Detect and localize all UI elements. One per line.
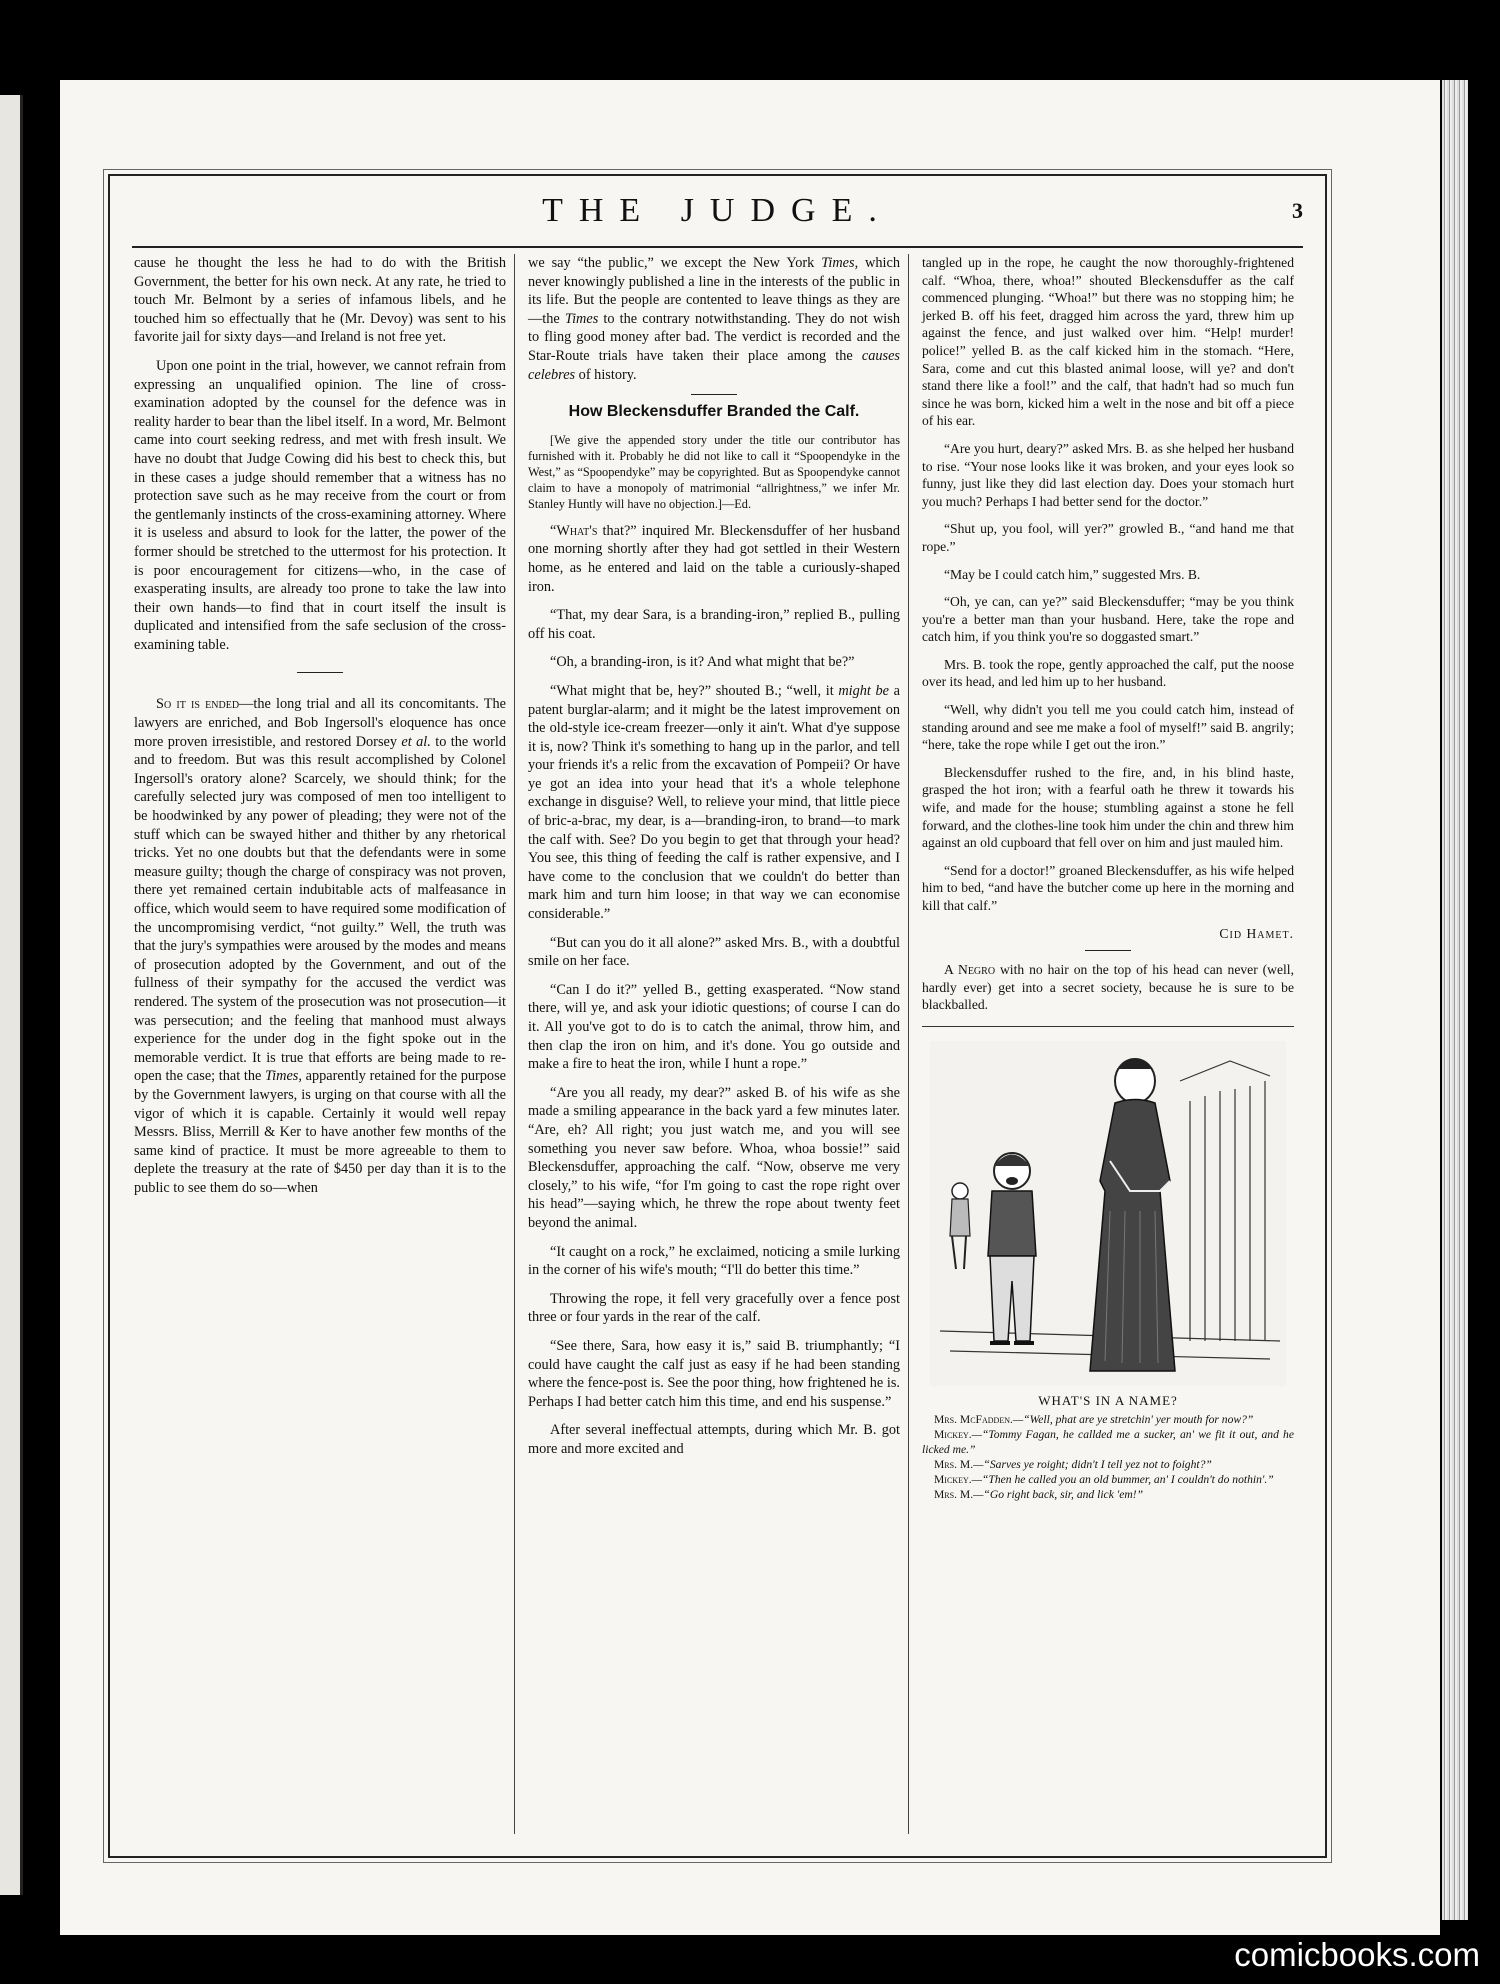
paragraph: Bleckensduffer rushed to the fire, and, in his blind haste, grasped the hot iron; with a fearful oath he threw it towards his wife, and made for the house; stumbling against a stone he fell forward, and the clothes-line took him under the chin and threw him against an old cupboard that fell over on him and just mauled him. — [922, 764, 1294, 851]
italic-text: Times, — [265, 1068, 302, 1085]
dialogue: —“Tommy Fagan, he callded me a sucker, an' we fit it out, and he licked me.” — [922, 1427, 1294, 1456]
masthead-title: THE JUDGE. — [542, 192, 893, 229]
watermark: comicbooks.com — [1234, 1936, 1480, 1973]
italic-text: et al. — [401, 733, 431, 750]
paragraph: tangled up in the rope, he caught the now thoroughly-frightened calf. “Whoa, there, whoa!” shouted Bleckensduffer as the calf commenced plunging. “Whoa!” but there was no stopping him; he jerked B. off his feet, dragged him across the yard, threw him up against the fence, and just walked over him. “Help! murder! police!” yelled B. as the calf kicked him in the stomach. “Here, Sara, come and cut this blasted animal loose, will ye? and don't stand there like a fool!” and the calf, that hadn't had so much fun since he was born, kicked him a welt in the nose and bit off a piece of his ear. — [922, 255, 1294, 429]
section-rule — [691, 394, 737, 395]
cartoon-caption — [922, 1412, 1294, 1502]
cartoon-illustration — [930, 1041, 1286, 1386]
text-run: of history. — [575, 366, 637, 383]
column-3 — [922, 254, 1294, 1502]
section-rule — [922, 1026, 1294, 1027]
paragraph: Upon one point in the trial, however, we cannot refrain from expressing an unqualified opinion. The line of cross-examination adopted by the counsel for the defence was in reality harder to bear than the libel itself. In a word, Mr. Belmont came into court seeking redress, and met with fresh insult. We have no doubt that Judge Cowing did his best to check this, but in these cases a judge should remember that a witness has no protection save such as he may receive from the court or from the gentlemanly instincts of the cross-examining attorney. Where it is useless and absurd to look for the latter, the power of the former should be stretched to the uttermost for his protection. It is poor encouragement for citizens—who, in the case of exasperating insults, are already too prone to take the law into their own hands—to find that in court itself the insult is duplicated and intensified from the safe seclusion of the cross-examining table. — [134, 357, 507, 653]
italic-text: Times, — [821, 255, 859, 271]
editor-note: [We give the appended story under the title our contributor has furnished with it. Probably he did not like to call it “Spoopendyke in the West,” as “Spoopendyke” may be copyrighted. But as Spoopendyke cannot claim to have a monopoly of matrimonial “allrightness,” we infer Mr. Stanley Huntly will have no objection.]—Ed. — [528, 432, 900, 511]
paragraph: Mrs. B. took the rope, gently approached the calf, put the noose over its head, and led him up to her husband. — [922, 656, 1294, 690]
paragraph: “Can I do it?” yelled B., getting exasperated. “Now stand there, will ye, and ask your idiotic questions; of course I can do it. All you've got to do is to catch the animal, throw him, and then clap the iron on him, and it's done. You go outside and make a fire to heat the iron, while I hunt a rope.” — [528, 981, 900, 1073]
newspaper-page — [60, 80, 1440, 1935]
column-divider — [908, 254, 909, 1834]
caption-line — [922, 1487, 1294, 1502]
italic-text: causes celebres — [528, 347, 900, 383]
paragraph: After several ineffectual attempts, during which Mr. B. got more and more excited and — [528, 1422, 900, 1457]
section-rule — [1085, 950, 1131, 951]
story-headline: How Bleckensduffer Branded the Calf. — [568, 403, 860, 421]
paragraph: cause he thought the less he had to do with the British Government, the better for his own neck. At any rate, he tried to touch Mr. Belmont by a series of infamous libels, and he touched him so effectually that he (Mr. Devoy) was sent to his favorite jail for sixty days—and Ireland is not free yet. — [134, 255, 506, 346]
paragraph: Throwing the rope, it fell very gracefully over a fence post three or four yards in the rear of the calf. — [528, 1290, 900, 1326]
caption-line — [922, 1457, 1294, 1472]
author-signature: Cid Hamet. — [1219, 925, 1294, 941]
paragraph: “That, my dear Sara, is a branding-iron,” replied B., pulling off his coat. — [528, 607, 900, 642]
paragraph: “Well, why didn't you tell me you could catch him, instead of standing around and see me make a fool of myself!” said B. angrily; “here, take the rope while I get out the iron.” — [922, 702, 1294, 753]
speaker: Mickey. — [934, 1427, 972, 1441]
page-number: 3 — [1292, 198, 1303, 223]
text-run: “What might that be, hey?” shouted B.; “well, it — [550, 682, 839, 699]
text-run: —the long trial and all its concomitants. The lawyers are enriched, and Bob Ingersoll's eloquence has once more proven irresistible, and restored Dorsey — [134, 696, 506, 750]
text-run: to the world and to freedom. But was this result accomplished by Colonel Ingersoll's oratory alone? Scarcely, we should think; for the carefully selected jury was composed of men too intelligent to be hoodwinked by any power of pleading; they were not of the stuff which can be swayed hither and thither by any rhetorical tricks. Yet no one doubts but that the defendants were in some measure guilty; though the charge of conspiracy was not proven, there yet remained certain indubitable acts of malfeasance in office, which would seem to have required some modification of the uncompromising verdict, “not guilty.” Well, the truth was that the jury's sympathies were aroused by the modes and means of prosecution adopted by the Government, and out of the fullness of their sympathy for the accused the verdict was rendered. The system of the prosecution was not prosecution—it was persecution; and the feeling that manhood must always experience for the under dog in the fight spoke out in the memorable verdict. It is true that efforts are being made to re-open the case; that the — [134, 733, 506, 1085]
paragraph: “Oh, a branding-iron, is it? And what might that be?” — [550, 654, 855, 671]
paragraph — [134, 695, 506, 1197]
text-run: to the contrary notwithstanding. They do not wish to fling good money after bad. The verdict is recorded and the Star-Route trials have taken their place among the — [528, 310, 900, 364]
column-1 — [134, 254, 506, 1208]
caption-line — [922, 1427, 1294, 1457]
page-edge-stack — [1442, 80, 1468, 1920]
text-run: a patent burglar-alarm; and it might be the latest improvement on the old-style ice-cream freezer—only it ain't. What d'ye suppose it is, now? Think it's something to hang up in the parlor, and tell your friends it's a relic from the excavation of Pompeii? Or have ye got an idea into your head that it's a whole telephone exchange in disguise? Well, to relieve your mind, that little piece of bric-a-brac, my dear, is a—branding-iron, to brand—to mark the calf with. See? Do you begin to get that through your head? You see, this thing of feeding the calf is rather expensive, and I have come to the conclusion that we couldn't do better than mark him and turn him loose; in that way we can economise considerable.” — [528, 682, 901, 923]
caption-line — [922, 1412, 1294, 1427]
adjacent-page-spine — [0, 95, 23, 1895]
text-run: which never knowingly published a line in the interests of the public in its life. But the people are contented to leave things as they are—the — [528, 255, 900, 327]
paragraph: “It caught on a rock,” he exclaimed, noticing a smile lurking in the corner of his wife's mouth; “I'll do better this time.” — [528, 1243, 900, 1279]
paragraph: “But can you do it all alone?” asked Mrs. B., with a doubtful smile on her face. — [528, 934, 900, 970]
paragraph: “Send for a doctor!” groaned Bleckensduffer, as his wife helped him to bed, “and have the butcher come up here in the morning and kill that calf.” — [922, 862, 1294, 913]
cartoon-title: WHAT'S IN A NAME? — [1038, 1392, 1178, 1408]
lead-in: A Negro — [944, 962, 996, 978]
speaker: Mrs. McFadden. — [934, 1412, 1013, 1426]
text-run: that?” inquired Mr. Bleckensduffer of her husband one morning shortly after they had got settled in their Western home, as he entered and laid on the table a curiously-shaped iron. — [528, 522, 900, 595]
paragraph — [528, 254, 900, 384]
paragraph: “See there, Sara, how easy it is,” said B. triumphantly; “I could have caught the calf just as easy if he had been standing where the fence-post is. See the poor thing, how frightened he is. Perhaps I had better catch him this time, and end his suspense.” — [528, 1337, 900, 1410]
paragraph — [922, 961, 1294, 1014]
page-frame — [108, 174, 1327, 1858]
dialogue: —“Sarves ye roight; didn't I tell yez not to foight?” — [973, 1457, 1212, 1471]
lead-in: So it is ended — [156, 696, 240, 713]
paragraph: “Are you hurt, deary?” asked Mrs. B. as she helped her husband to rise. “Your nose looks like it was broken, and your eyes look so funny, just like they did last election day. Does your stomach hurt you much? Perhaps I had better send for the doctor.” — [922, 440, 1294, 509]
paragraph: “Shut up, you fool, will yer?” growled B., “and hand me that rope.” — [922, 521, 1294, 554]
dialogue: —“Well, phat are ye stretchin' yer mouth for now?” — [1012, 1412, 1254, 1426]
caption-line — [922, 1472, 1294, 1487]
italic-text: might be — [838, 682, 890, 699]
speaker: Mickey. — [934, 1472, 972, 1486]
lead-in: “What's — [550, 522, 598, 539]
dialogue: —“Go right back, sir, and lick 'em!” — [973, 1487, 1144, 1501]
column-2 — [528, 254, 900, 1468]
section-rule — [297, 672, 343, 673]
paragraph: “May be I could catch him,” suggested Mrs. B. — [944, 566, 1201, 582]
speaker: Mrs. M. — [934, 1487, 974, 1501]
text-run: we say “the public,” we except the New York — [528, 255, 822, 271]
text-run: apparently retained for the purpose by the Government lawyers, is urging on that course with all the vigor of which it is capable. Certainly it would well repay Messrs. Bliss, Merrill & Ker to have another few months of the same kind of practice. It must be more agreeable to them to deplete the treasury at the rate of $450 per day than it is to the public to see them do so—when — [134, 1068, 506, 1196]
paragraph: “Oh, ye can, can ye?” said Bleckensduffer; “may be you think you're a better man than your husband. Here, take the rope and catch him, if you think you're so doggasted smart.” — [922, 594, 1294, 645]
paragraph — [528, 682, 900, 924]
text-run: with no hair on the top of his head can never (well, hardly ever) get into a secret society, because he is sure to be blackballed. — [922, 962, 1294, 1013]
column-divider — [514, 254, 515, 1834]
italic-text: Times — [564, 310, 599, 327]
masthead-rule — [132, 246, 1303, 248]
paragraph: “Are you all ready, my dear?” asked B. of his wife as she made a smiling appearance in the back yard a few minutes later. “Are, eh? All right; you just watch me, and you will see something you never saw before. Whoa, whoa bossie!” said Bleckensduffer, approaching the calf. “Now, observe me very closely,” to his wife, “for I'm going to cast the rope right over his head”—saying which, he threw the rope about twenty feet beyond the animal. — [528, 1084, 900, 1231]
dialogue: —“Then he called you an old bummer, an' I couldn't do nothin'.” — [971, 1472, 1274, 1486]
paragraph — [528, 522, 900, 596]
speaker: Mrs. M. — [934, 1457, 974, 1471]
